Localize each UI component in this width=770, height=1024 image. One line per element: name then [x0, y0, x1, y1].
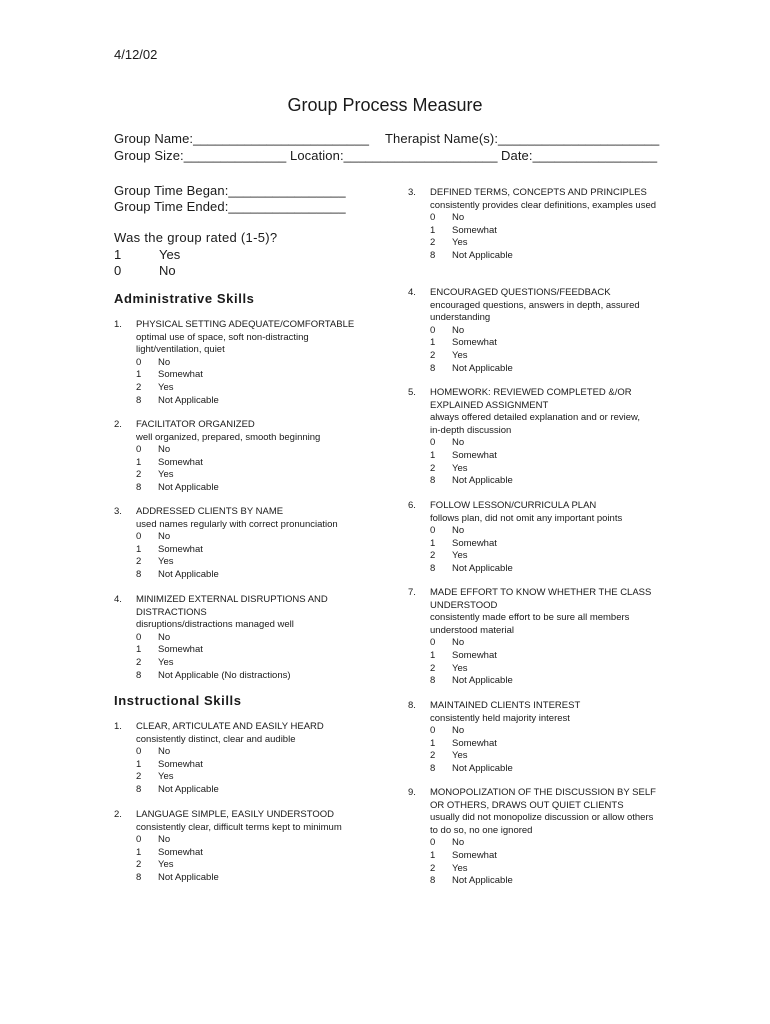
rated-question-block [114, 230, 277, 278]
option-code: 8 [430, 675, 436, 687]
option-code: 1 [136, 543, 142, 555]
option-label: Yes [452, 862, 468, 874]
option-code: 1 [136, 758, 142, 770]
option-no[interactable] [136, 444, 376, 457]
option-label: No [452, 324, 465, 336]
option-no[interactable] [430, 525, 666, 538]
item-number: 1. [114, 319, 122, 330]
option-yes[interactable] [136, 469, 376, 482]
option-code: 0 [430, 637, 436, 649]
rated-option-label: No [159, 263, 176, 278]
option-no[interactable] [430, 637, 652, 650]
option-yes[interactable] [136, 382, 376, 395]
item-number: 1. [114, 721, 122, 732]
item-title: HOMEWORK: REVIEWED COMPLETED &/OR EXPLAINED ASSIGNMENT [430, 387, 632, 411]
option-label: Somewhat [452, 337, 497, 349]
option-label: Not Applicable (No distractions) [158, 669, 291, 681]
option-label: Not Applicable [158, 871, 219, 883]
option-code: 1 [430, 537, 436, 549]
option-somewhat[interactable] [430, 850, 660, 863]
option-label: Not Applicable [452, 762, 513, 774]
rated-question: Was the group rated (1-5)? [114, 230, 278, 245]
option-code: 2 [430, 862, 436, 874]
option-code: 0 [136, 631, 142, 643]
item-number: 2. [114, 809, 122, 820]
option-code: 0 [430, 725, 436, 737]
item-title: CLEAR, ARTICULATE AND EASILY HEARD [136, 721, 324, 732]
item-number: 3. [408, 187, 416, 198]
group-name-field[interactable]: Group Name:________________________ [114, 131, 370, 146]
option-yes[interactable] [136, 556, 376, 569]
option-label: Yes [452, 349, 468, 361]
option-no[interactable] [430, 437, 645, 450]
option-yes[interactable] [430, 550, 666, 563]
option-somewhat[interactable] [430, 450, 645, 463]
option-label: Yes [452, 237, 468, 249]
option-label: Not Applicable [452, 475, 513, 487]
option-not-applicable[interactable] [136, 784, 376, 797]
option-no[interactable] [136, 834, 376, 847]
option-label: Yes [158, 469, 174, 481]
item-title: ENCOURAGED QUESTIONS/FEEDBACK [430, 287, 611, 298]
option-code: 1 [136, 644, 142, 656]
option-yes[interactable] [430, 463, 645, 476]
option-yes[interactable] [430, 863, 660, 876]
option-somewhat[interactable] [136, 644, 336, 657]
option-code: 1 [430, 737, 436, 749]
option-no[interactable] [136, 632, 336, 645]
item-title: MADE EFFORT TO KNOW WHETHER THE CLASS UNDERSTOOD [430, 587, 652, 611]
option-code: 8 [136, 669, 142, 681]
option-label: No [452, 837, 465, 849]
option-label: Somewhat [452, 737, 497, 749]
rated-option-yes[interactable] [114, 247, 277, 262]
option-label: Yes [452, 550, 468, 562]
option-no[interactable] [430, 325, 666, 338]
item-title: DEFINED TERMS, CONCEPTS AND PRINCIPLES [430, 187, 647, 198]
option-not-applicable[interactable] [430, 875, 660, 888]
option-code: 2 [136, 469, 142, 481]
option-code: 2 [136, 771, 142, 783]
rated-option-label: Yes [159, 247, 181, 262]
option-label: No [452, 437, 465, 449]
option-code: 8 [136, 394, 142, 406]
rated-option-code: 0 [114, 263, 122, 278]
item-title: FOLLOW LESSON/CURRICULA PLAN [430, 500, 597, 511]
option-no[interactable] [430, 837, 660, 850]
item-description: consistently provides clear definitions, examples used [430, 199, 657, 211]
option-not-applicable[interactable] [430, 250, 666, 263]
option-code: 2 [430, 750, 436, 762]
option-label: Somewhat [452, 649, 497, 661]
page-title: Group Process Measure [287, 95, 483, 115]
item-title: FACILITATOR ORGANIZED [136, 419, 255, 430]
option-label: Yes [158, 656, 174, 668]
option-not-applicable[interactable] [430, 763, 666, 776]
option-label: Somewhat [452, 849, 497, 861]
option-code: 8 [430, 362, 436, 374]
option-code: 0 [430, 324, 436, 336]
option-yes[interactable] [136, 657, 336, 670]
item-description: consistently held majority interest [430, 712, 570, 724]
option-code: 1 [430, 849, 436, 861]
location-field[interactable]: Location:_____________________ [290, 148, 498, 163]
option-yes[interactable] [430, 663, 652, 676]
option-somewhat[interactable] [430, 225, 666, 238]
option-code: 0 [136, 746, 142, 758]
option-label: Yes [158, 771, 174, 783]
item-description: usually did not monopolize discussion or allow others to do so, no one ignored [430, 812, 654, 836]
option-label: Somewhat [158, 543, 203, 555]
option-code: 8 [136, 568, 142, 580]
option-label: Not Applicable [452, 249, 513, 261]
option-code: 1 [136, 456, 142, 468]
option-label: Yes [158, 859, 174, 871]
time-began-field[interactable]: Group Time Began:________________ [114, 183, 346, 198]
option-label: Somewhat [158, 758, 203, 770]
option-label: No [158, 834, 171, 846]
option-label: No [158, 631, 171, 643]
item-description: follows plan, did not omit any important points [430, 512, 623, 524]
option-label: Somewhat [158, 369, 203, 381]
option-yes[interactable] [136, 859, 376, 872]
option-label: No [452, 637, 465, 649]
item-title: MINIMIZED EXTERNAL DISRUPTIONS AND DISTRACTIONS [136, 594, 328, 618]
option-code: 8 [136, 783, 142, 795]
option-code: 8 [136, 481, 142, 493]
option-code: 0 [136, 444, 142, 456]
option-label: Yes [158, 556, 174, 568]
option-yes[interactable] [430, 350, 666, 363]
item-number: 4. [114, 594, 122, 605]
option-code: 0 [430, 212, 436, 224]
item-number: 3. [114, 506, 122, 517]
option-code: 1 [430, 224, 436, 236]
option-code: 0 [430, 525, 436, 537]
group-size-field[interactable]: Group Size:______________ [114, 148, 287, 163]
option-label: Somewhat [158, 456, 203, 468]
option-somewhat[interactable] [136, 847, 376, 860]
option-no[interactable] [136, 531, 376, 544]
option-somewhat[interactable] [430, 337, 666, 350]
time-ended-field[interactable]: Group Time Ended:________________ [114, 199, 346, 214]
option-label: No [452, 212, 465, 224]
option-label: Yes [452, 662, 468, 674]
option-code: 8 [430, 875, 436, 887]
option-somewhat[interactable] [430, 738, 666, 751]
item-title: PHYSICAL SETTING ADEQUATE/COMFORTABLE [136, 319, 355, 330]
item-title: MONOPOLIZATION OF THE DISCUSSION BY SELF OR OTHERS, DRAWS OUT QUIET CLIENTS [430, 787, 656, 811]
option-code: 8 [136, 871, 142, 883]
option-code: 2 [430, 349, 436, 361]
rated-option-code: 1 [114, 247, 122, 262]
item-title: LANGUAGE SIMPLE, EASILY UNDERSTOOD [136, 809, 334, 820]
option-code: 2 [136, 556, 142, 568]
option-label: Not Applicable [158, 394, 219, 406]
option-label: Somewhat [158, 644, 203, 656]
option-code: 0 [430, 837, 436, 849]
item-description: consistently distinct, clear and audible [136, 733, 296, 745]
item-number: 7. [408, 587, 416, 598]
option-not-applicable[interactable] [430, 563, 666, 576]
item-number: 2. [114, 419, 122, 430]
item-description: consistently clear, difficult terms kept to minimum [136, 821, 342, 833]
option-code: 8 [430, 762, 436, 774]
option-code: 0 [136, 531, 142, 543]
option-label: No [158, 356, 171, 368]
option-not-applicable[interactable] [430, 475, 645, 488]
item-description: disruptions/distractions managed well [136, 619, 294, 631]
option-label: Not Applicable [452, 675, 513, 687]
option-label: Not Applicable [452, 362, 513, 374]
option-not-applicable[interactable] [136, 482, 376, 495]
option-not-applicable[interactable] [430, 363, 666, 376]
option-code: 8 [430, 249, 436, 261]
option-not-applicable[interactable] [136, 569, 376, 582]
item-number: 5. [408, 387, 416, 398]
option-somewhat[interactable] [136, 457, 376, 470]
option-code: 1 [430, 449, 436, 461]
option-somewhat[interactable] [136, 759, 376, 772]
option-label: Not Applicable [158, 783, 219, 795]
option-code: 8 [430, 562, 436, 574]
option-code: 8 [430, 475, 436, 487]
section-heading-administrative: Administrative Skills [114, 291, 255, 306]
option-not-applicable[interactable] [136, 395, 376, 408]
option-somewhat[interactable] [430, 538, 666, 551]
option-yes[interactable] [136, 771, 376, 784]
option-label: Yes [452, 750, 468, 762]
option-not-applicable[interactable] [136, 872, 376, 885]
option-code: 2 [430, 462, 436, 474]
option-not-applicable[interactable] [430, 675, 652, 688]
option-label: Somewhat [452, 224, 497, 236]
item-title: ADDRESSED CLIENTS BY NAME [136, 506, 284, 517]
option-label: Not Applicable [452, 562, 513, 574]
option-code: 1 [430, 649, 436, 661]
item-description: consistently made effort to be sure all members understood material [430, 612, 630, 636]
rated-option-no[interactable] [114, 263, 277, 278]
option-label: Yes [158, 381, 174, 393]
item-number: 9. [408, 787, 416, 798]
option-code: 2 [136, 656, 142, 668]
option-label: Yes [452, 462, 468, 474]
option-label: Not Applicable [158, 568, 219, 580]
option-code: 2 [430, 550, 436, 562]
option-label: Not Applicable [158, 481, 219, 493]
option-no[interactable] [136, 746, 376, 759]
option-label: No [452, 525, 465, 537]
section-heading-instructional: Instructional Skills [114, 693, 242, 708]
option-label: Not Applicable [452, 875, 513, 887]
document-date: 4/12/02 [114, 47, 158, 62]
option-code: 2 [136, 381, 142, 393]
option-code: 1 [136, 369, 142, 381]
option-not-applicable[interactable] [136, 670, 336, 683]
option-code: 2 [430, 662, 436, 674]
item-description: well organized, prepared, smooth beginning [136, 431, 321, 443]
option-label: No [158, 746, 171, 758]
option-somewhat[interactable] [136, 369, 376, 382]
option-no[interactable] [430, 725, 666, 738]
item-number: 4. [408, 287, 416, 298]
therapist-name-field[interactable]: Therapist Name(s):______________________ [385, 131, 660, 146]
option-code: 1 [136, 846, 142, 858]
option-code: 2 [136, 859, 142, 871]
option-no[interactable] [430, 212, 666, 225]
option-no[interactable] [136, 357, 376, 370]
option-yes[interactable] [430, 750, 666, 763]
option-somewhat[interactable] [430, 650, 652, 663]
option-label: Somewhat [158, 846, 203, 858]
option-label: Somewhat [452, 449, 497, 461]
option-code: 0 [136, 356, 142, 368]
option-somewhat[interactable] [136, 544, 376, 557]
option-label: No [158, 531, 171, 543]
option-label: No [158, 444, 171, 456]
item-title: MAINTAINED CLIENTS INTEREST [430, 700, 581, 711]
option-code: 2 [430, 237, 436, 249]
item-number: 6. [408, 500, 416, 511]
option-code: 1 [430, 337, 436, 349]
option-code: 0 [430, 437, 436, 449]
option-yes[interactable] [430, 237, 666, 250]
option-label: Somewhat [452, 537, 497, 549]
item-description: used names regularly with correct pronunciation [136, 518, 338, 530]
item-description: encouraged questions, answers in depth, assured understanding [430, 299, 640, 324]
item-number: 8. [408, 700, 416, 711]
item-description: always offered detailed explanation and or review, in-depth discussion [430, 412, 641, 436]
option-code: 0 [136, 834, 142, 846]
option-label: No [452, 725, 465, 737]
date-field[interactable]: Date:_________________ [501, 148, 658, 163]
item-description: optimal use of space, soft non-distracting light/ventilation, quiet [136, 331, 309, 356]
